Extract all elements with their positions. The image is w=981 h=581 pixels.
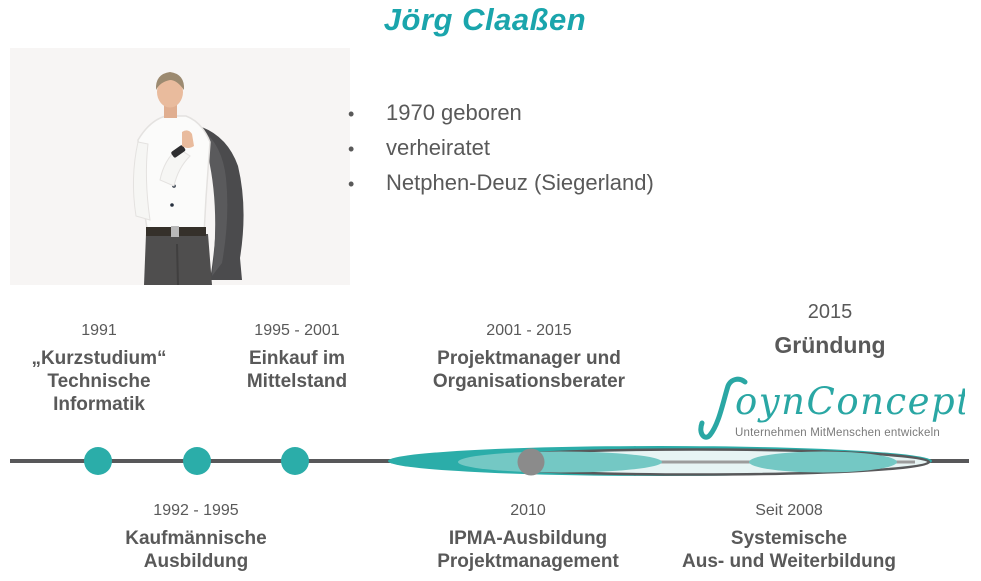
fact-item bbox=[348, 135, 654, 170]
bullet-icon: • bbox=[348, 174, 355, 194]
bullet-icon: • bbox=[348, 104, 355, 124]
timeline-period: 1991 bbox=[81, 322, 117, 339]
timeline-text: Systemische bbox=[730, 528, 848, 549]
timeline-text: Gründung bbox=[774, 332, 886, 358]
timeline-text: Mittelstand bbox=[246, 371, 348, 392]
timeline-period: 2001 - 2015 bbox=[486, 322, 572, 339]
timeline-dot-1992 bbox=[183, 447, 211, 475]
timeline-text: Ausbildung bbox=[143, 551, 249, 572]
timeline-text: Organisationsberater bbox=[432, 371, 626, 392]
logo-wordmark: oynConcept bbox=[735, 380, 965, 423]
timeline-label-1991 bbox=[4, 322, 194, 416]
bullet-icon: • bbox=[348, 139, 355, 159]
fact-text: Netphen-Deuz (Siegerland) bbox=[386, 170, 654, 195]
timeline-label-2010 bbox=[408, 502, 648, 573]
timeline-text: Projektmanagement bbox=[437, 551, 619, 572]
timeline-marker-2010 bbox=[518, 449, 545, 476]
timeline-text: „Kurzstudium“ bbox=[31, 348, 167, 369]
timeline-period: Seit 2008 bbox=[755, 502, 823, 519]
profile-photo bbox=[10, 48, 350, 285]
timeline-text: Aus- und Weiterbildung bbox=[682, 551, 896, 572]
page-title: Jörg Claaßen bbox=[383, 2, 587, 37]
fact-item bbox=[348, 170, 654, 205]
timeline-period: 1992 - 1995 bbox=[153, 502, 239, 519]
timeline-dot-1995 bbox=[281, 447, 309, 475]
timeline-text: Kaufmännische bbox=[125, 528, 267, 549]
fact-item bbox=[348, 100, 654, 135]
timeline-period: 1995 - 2001 bbox=[254, 322, 340, 339]
man-portrait-illustration bbox=[10, 48, 350, 285]
logo-tagline: Unternehmen MitMenschen entwickeln bbox=[735, 427, 940, 439]
timeline-period: 2010 bbox=[510, 502, 546, 519]
timeline-graphic bbox=[0, 428, 981, 498]
fact-text: verheiratet bbox=[386, 135, 490, 160]
timeline-highlight-ellipse-left bbox=[458, 452, 662, 473]
timeline-label-1995-2001 bbox=[202, 322, 392, 393]
timeline-dot-1991 bbox=[84, 447, 112, 475]
timeline-label-2015 bbox=[720, 301, 940, 358]
timeline-label-seit-2008 bbox=[664, 502, 914, 573]
timeline-period: 2015 bbox=[807, 301, 853, 323]
timeline-text: IPMA-Ausbildung bbox=[448, 528, 608, 549]
timeline-text: Informatik bbox=[53, 394, 145, 415]
timeline-highlight-ellipse-right bbox=[749, 452, 897, 473]
timeline-label-2001-2015 bbox=[409, 322, 649, 393]
timeline-label-1992-1995 bbox=[86, 502, 306, 573]
timeline-text: Technische bbox=[47, 371, 151, 392]
fact-text: 1970 geboren bbox=[386, 100, 522, 125]
timeline-text: Projektmanager und bbox=[437, 348, 621, 369]
timeline-text: Einkauf im bbox=[248, 348, 346, 369]
facts-list bbox=[348, 100, 654, 205]
